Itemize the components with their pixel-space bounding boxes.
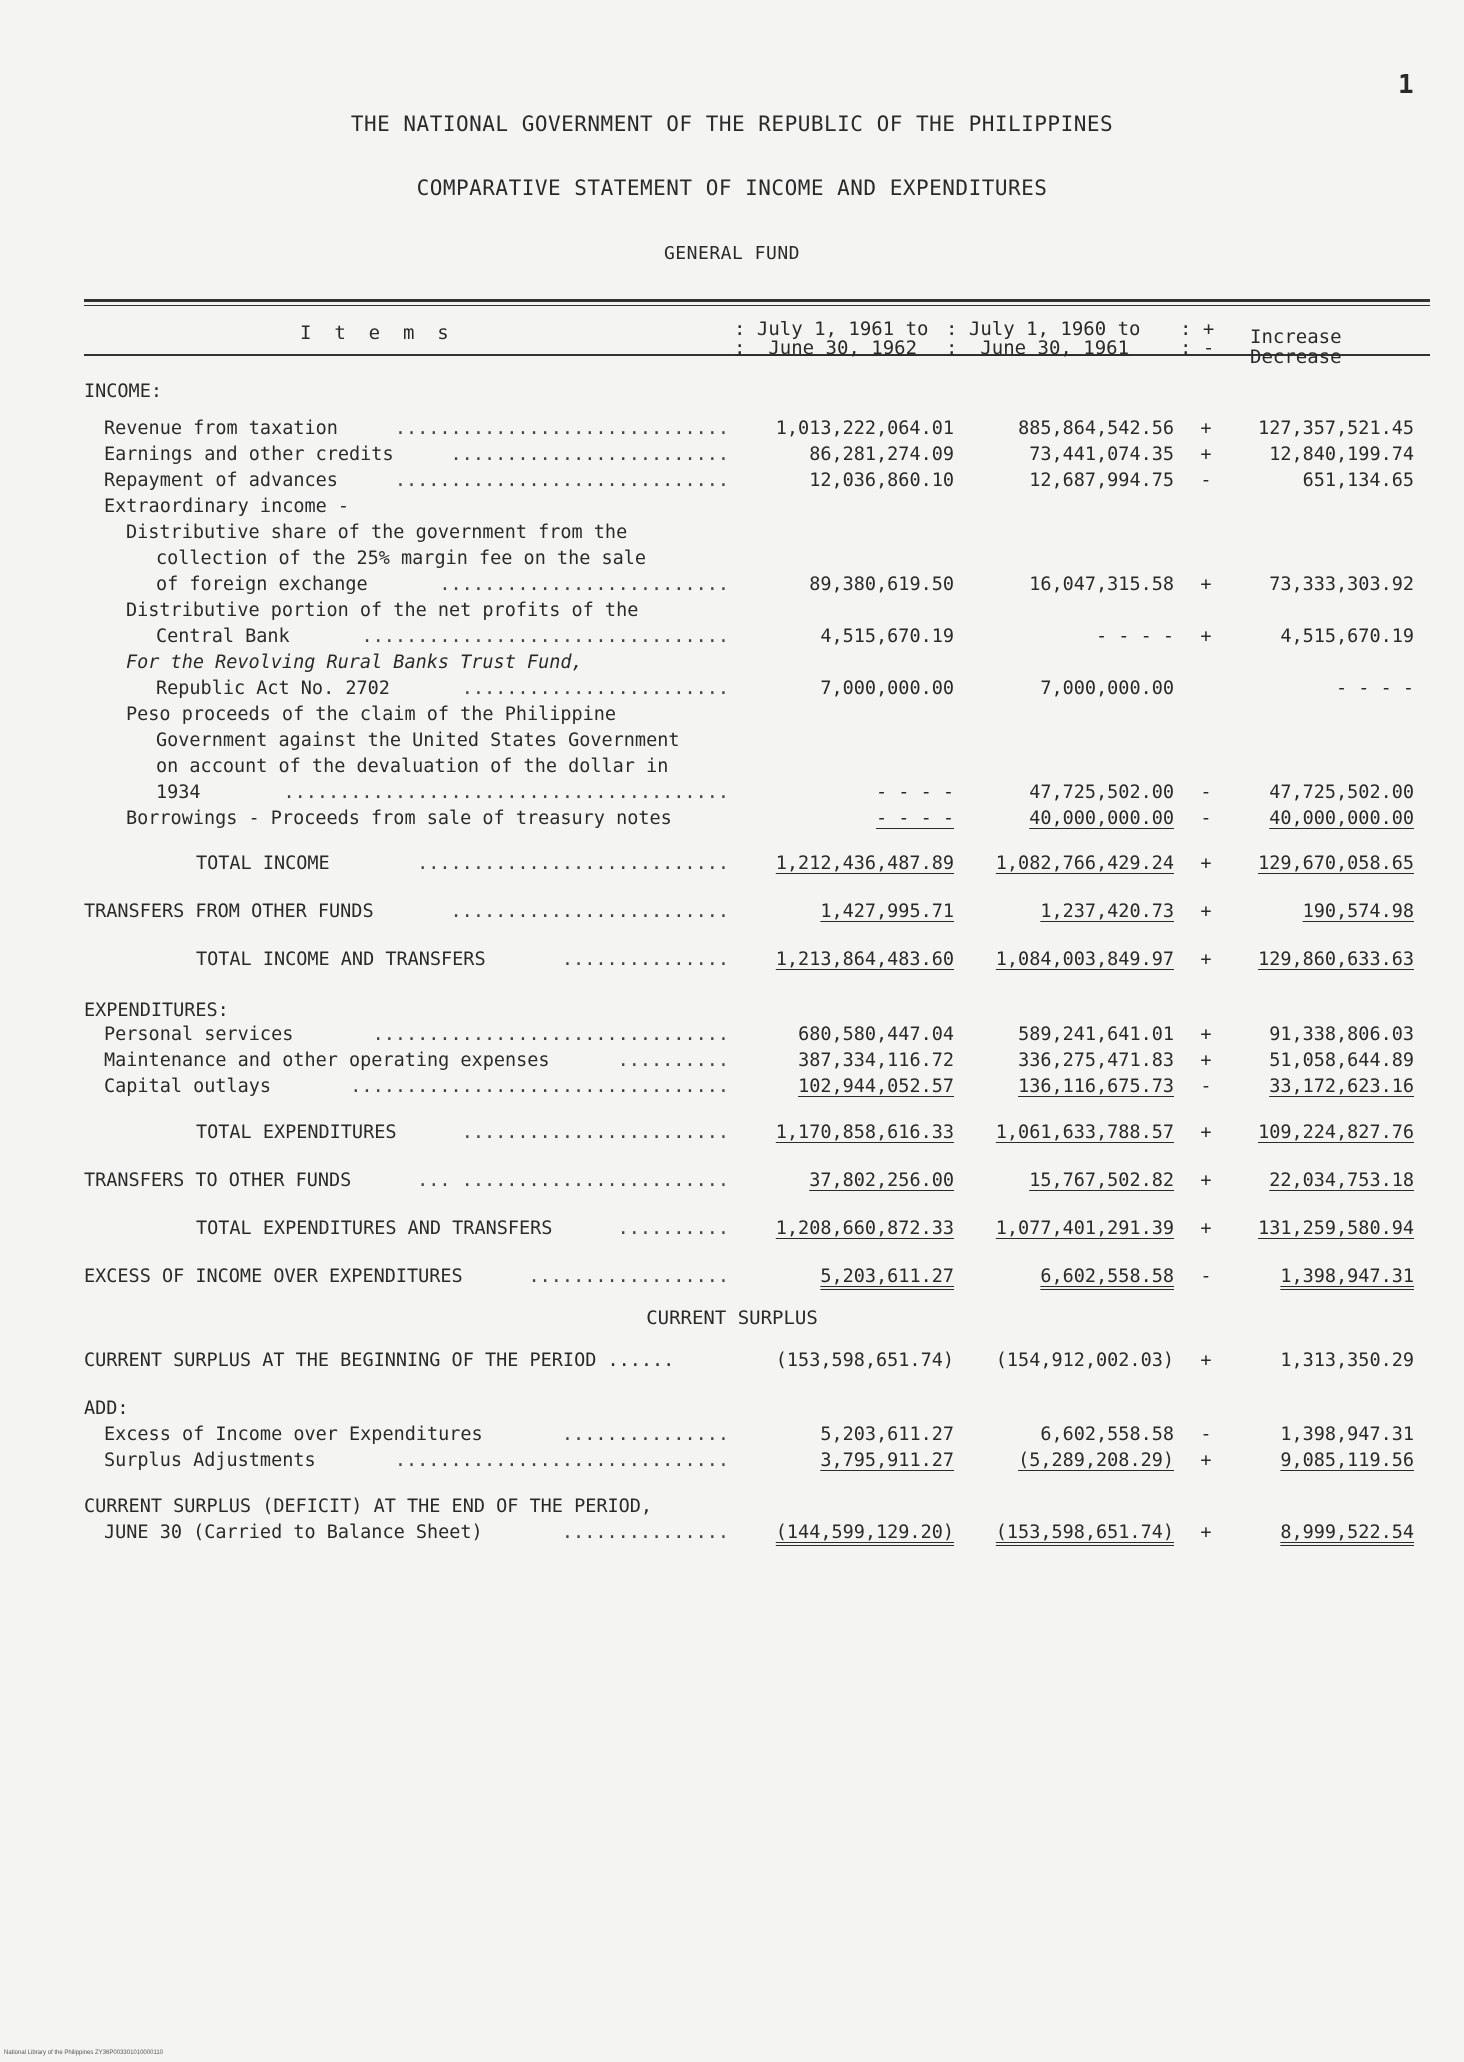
value-change: 1,398,947.31 <box>1280 1424 1414 1445</box>
row-add-excess <box>0 1424 1464 1450</box>
row-total-income <box>0 853 1464 879</box>
row-label: TOTAL EXPENDITURES <box>196 1122 397 1143</box>
sign: - <box>1200 1266 1212 1287</box>
sign: - <box>1200 1076 1212 1097</box>
value-change: 1,313,350.29 <box>1280 1350 1414 1371</box>
sign: - <box>1200 470 1212 491</box>
title-statement: COMPARATIVE STATEMENT OF INCOME AND EXPENDITURES <box>416 176 1048 200</box>
value-change: 109,224,827.76 <box>1258 1122 1414 1143</box>
row-label: CURRENT SURPLUS (DEFICIT) AT THE END OF THE PERIOD, <box>84 1496 653 1517</box>
sign: + <box>1200 1050 1212 1071</box>
value-1961: 336,275,471.83 <box>1018 1050 1174 1071</box>
value-change: 12,840,199.74 <box>1269 444 1414 465</box>
row-central-bank-1 <box>0 600 1464 626</box>
dot-leader: ............... <box>561 1522 729 1543</box>
dot-leader: ........................................ <box>283 782 729 803</box>
dot-leader: ........................ <box>461 678 729 699</box>
value-change: 33,172,623.16 <box>1269 1076 1414 1097</box>
sign: + <box>1200 853 1212 874</box>
sign: + <box>1200 1218 1212 1239</box>
value-1962: 1,427,995.71 <box>820 901 954 922</box>
sign: + <box>1200 418 1212 439</box>
sign: - <box>1200 1424 1212 1445</box>
footer-credit: National Library of the Philippines ZY36P003301010000110 <box>4 2050 164 2056</box>
value-1962: 1,208,660,872.33 <box>775 1218 954 1239</box>
value-1961: 47,725,502.00 <box>1029 782 1174 803</box>
dot-leader: .......... <box>617 1218 729 1239</box>
value-1962: (153,598,651.74) <box>775 1350 954 1371</box>
value-change: 47,725,502.00 <box>1269 782 1414 803</box>
row-label: Revenue from taxation <box>104 418 338 439</box>
value-change: 51,058,644.89 <box>1269 1050 1414 1071</box>
row-label: Government against the United States Government <box>156 730 680 751</box>
row-peso-4 <box>0 782 1464 808</box>
dot-leader: .............................. <box>394 470 729 491</box>
value-1961: 1,077,401,291.39 <box>995 1218 1174 1239</box>
value-change: 127,357,521.45 <box>1258 418 1414 439</box>
sign: + <box>1200 626 1212 647</box>
value-1962: 387,334,116.72 <box>798 1050 954 1071</box>
row-distributive-share-3 <box>0 574 1464 600</box>
value-1961: 7,000,000.00 <box>1040 678 1174 699</box>
row-label: CURRENT SURPLUS AT THE BEGINNING OF THE PERIOD ...... <box>84 1350 675 1371</box>
value-1961: 1,061,633,788.57 <box>995 1122 1174 1143</box>
row-peso-3 <box>0 756 1464 782</box>
row-label: Republic Act No. 2702 <box>156 678 390 699</box>
dot-leader: ......................... <box>450 444 729 465</box>
value-change: 131,259,580.94 <box>1258 1218 1414 1239</box>
row-excess <box>0 1266 1464 1292</box>
expenditures-heading: EXPENDITURES: <box>84 1000 229 1021</box>
sign: - <box>1200 808 1212 829</box>
value-1962: 5,203,611.27 <box>820 1424 954 1445</box>
row-distributive-share-1 <box>0 522 1464 548</box>
value-change: 1,398,947.31 <box>1280 1266 1414 1287</box>
value-change: - - - - <box>1336 678 1414 699</box>
row-revolving-2 <box>0 678 1464 704</box>
row-personal <box>0 1024 1464 1050</box>
value-change: 129,670,058.65 <box>1258 853 1414 874</box>
value-1962: 1,212,436,487.89 <box>775 853 954 874</box>
value-1961: 12,687,994.75 <box>1029 470 1174 491</box>
dot-leader: ................................ <box>372 1024 729 1045</box>
page-number: 1 <box>1398 70 1414 100</box>
row-label: TRANSFERS TO OTHER FUNDS <box>84 1170 352 1191</box>
value-1961: 40,000,000.00 <box>1029 808 1174 829</box>
row-label: Capital outlays <box>104 1076 272 1097</box>
value-change: 40,000,000.00 <box>1269 808 1414 829</box>
dot-leader: ......................... <box>450 901 729 922</box>
current-surplus-heading: CURRENT SURPLUS <box>646 1307 818 1329</box>
dot-leader: .................................. <box>350 1076 729 1097</box>
value-change: 8,999,522.54 <box>1280 1522 1414 1543</box>
value-1962: 37,802,256.00 <box>809 1170 954 1191</box>
value-1962: 89,380,619.50 <box>809 574 954 595</box>
row-label: Borrowings - Proceeds from sale of treasury notes <box>126 808 672 829</box>
dot-leader: .............................. <box>394 1450 729 1471</box>
value-1961: 1,082,766,429.24 <box>995 853 1174 874</box>
row-label: collection of the 25% margin fee on the sale <box>156 548 647 569</box>
header-sign-line2: : - <box>1180 337 1215 359</box>
sign: + <box>1200 949 1212 970</box>
dot-leader: .......................... <box>439 574 729 595</box>
header-col3-line1: Increase <box>1250 326 1342 348</box>
row-label: Personal services <box>104 1024 294 1045</box>
row-transfers-from <box>0 901 1464 927</box>
row-label: Earnings and other credits <box>104 444 394 465</box>
header-sign-line1: : + <box>1180 318 1215 340</box>
sign: + <box>1200 1024 1212 1045</box>
value-change: 73,333,303.92 <box>1269 574 1414 595</box>
value-1962: 86,281,274.09 <box>809 444 954 465</box>
value-1962: (144,599,129.20) <box>775 1522 954 1543</box>
value-1962: 1,213,864,483.60 <box>775 949 954 970</box>
row-label: 1934 <box>156 782 201 803</box>
value-1962: 5,203,611.27 <box>820 1266 954 1287</box>
row-revenue <box>0 418 1464 444</box>
value-1961: 136,116,675.73 <box>1018 1076 1174 1097</box>
value-1961: 73,441,074.35 <box>1029 444 1174 465</box>
value-1961: 1,084,003,849.97 <box>995 949 1174 970</box>
row-label: Surplus Adjustments <box>104 1450 316 1471</box>
row-label: Distributive share of the government from the <box>126 522 628 543</box>
row-label: TRANSFERS FROM OTHER FUNDS <box>84 901 374 922</box>
row-label: For the Revolving Rural Banks Trust Fund, <box>126 652 583 673</box>
row-add-adjust <box>0 1450 1464 1476</box>
row-label: of foreign exchange <box>156 574 368 595</box>
value-1962: 1,013,222,064.01 <box>775 418 954 439</box>
value-1962: 7,000,000.00 <box>820 678 954 699</box>
value-1961: (5,289,208.29) <box>1018 1450 1174 1471</box>
row-peso-2 <box>0 730 1464 756</box>
dot-leader: ................................. <box>361 626 729 647</box>
dot-leader: .................. <box>528 1266 729 1287</box>
add-heading: ADD: <box>84 1398 129 1419</box>
value-1962: - - - - <box>876 782 954 803</box>
sign: + <box>1200 1170 1212 1191</box>
header-rule-top <box>84 299 1430 302</box>
row-label: EXCESS OF INCOME OVER EXPENDITURES <box>84 1266 463 1287</box>
dot-leader: .......... <box>617 1050 729 1071</box>
dot-leader: ............................ <box>417 853 729 874</box>
value-1961: 589,241,641.01 <box>1018 1024 1174 1045</box>
row-label: TOTAL EXPENDITURES AND TRANSFERS <box>196 1218 553 1239</box>
dot-leader: ... ........................ <box>417 1170 729 1191</box>
dot-leader: ............... <box>561 1424 729 1445</box>
sign: + <box>1200 1522 1212 1543</box>
row-end-2 <box>0 1522 1464 1548</box>
value-1962: 4,515,670.19 <box>820 626 954 647</box>
row-label: Distributive portion of the net profits of the <box>126 600 639 621</box>
title-government: THE NATIONAL GOVERNMENT OF THE REPUBLIC OF THE PHILIPPINES <box>350 112 1114 136</box>
row-repayment <box>0 470 1464 496</box>
value-change: 91,338,806.03 <box>1269 1024 1414 1045</box>
dot-leader: ............... <box>561 949 729 970</box>
row-label: JUNE 30 (Carried to Balance Sheet) <box>104 1522 483 1543</box>
row-label: Excess of Income over Expenditures <box>104 1424 483 1445</box>
value-1961: (154,912,002.03) <box>995 1350 1174 1371</box>
value-1962: 1,170,858,616.33 <box>775 1122 954 1143</box>
header-col3-line2: Decrease <box>1250 346 1342 368</box>
dot-leader: .............................. <box>394 418 729 439</box>
row-label: TOTAL INCOME AND TRANSFERS <box>196 949 486 970</box>
value-1962: 12,036,860.10 <box>809 470 954 491</box>
value-1962: 680,580,447.04 <box>798 1024 954 1045</box>
title-fund: GENERAL FUND <box>663 243 801 264</box>
sign: + <box>1200 1450 1212 1471</box>
value-1961: 16,047,315.58 <box>1029 574 1174 595</box>
row-capital <box>0 1076 1464 1102</box>
header-col2-line1: : July 1, 1960 to <box>946 318 1141 340</box>
sign: + <box>1200 444 1212 465</box>
value-1961: 6,602,558.58 <box>1040 1424 1174 1445</box>
row-earnings <box>0 444 1464 470</box>
row-label: on account of the devaluation of the dollar in <box>156 756 669 777</box>
value-1961: 6,602,558.58 <box>1040 1266 1174 1287</box>
income-heading: INCOME: <box>84 381 162 402</box>
value-1962: 3,795,911.27 <box>820 1450 954 1471</box>
value-1961: 1,237,420.73 <box>1040 901 1174 922</box>
row-maintenance <box>0 1050 1464 1076</box>
value-change: 22,034,753.18 <box>1269 1170 1414 1191</box>
header-col1-line2: : June 30, 1962 <box>734 337 918 359</box>
value-change: 129,860,633.63 <box>1258 949 1414 970</box>
value-change: 4,515,670.19 <box>1280 626 1414 647</box>
row-distributive-share-2 <box>0 548 1464 574</box>
value-change: 9,085,119.56 <box>1280 1450 1414 1471</box>
value-change: 651,134.65 <box>1302 470 1414 491</box>
row-transfers-to <box>0 1170 1464 1196</box>
value-1962: 102,944,052.57 <box>798 1076 954 1097</box>
sign: + <box>1200 901 1212 922</box>
sign: - <box>1200 782 1212 803</box>
row-total-exp <box>0 1122 1464 1148</box>
value-change: 190,574.98 <box>1302 901 1414 922</box>
row-revolving-1 <box>0 652 1464 678</box>
row-extraordinary <box>0 496 1464 522</box>
value-1961: 885,864,542.56 <box>1018 418 1174 439</box>
value-1961: - - - - <box>1096 626 1174 647</box>
row-total-exp-transfers <box>0 1218 1464 1244</box>
header-rule-top-2 <box>84 305 1430 306</box>
row-label: TOTAL INCOME <box>196 853 330 874</box>
row-label: Peso proceeds of the claim of the Philippine <box>126 704 617 725</box>
row-label: Repayment of advances <box>104 470 338 491</box>
header-items: I t e m s <box>300 322 449 344</box>
value-1961: 15,767,502.82 <box>1029 1170 1174 1191</box>
dot-leader: ........................ <box>461 1122 729 1143</box>
row-label: Extraordinary income - <box>104 496 350 517</box>
row-label: Central Bank <box>156 626 290 647</box>
value-1962: - - - - <box>876 808 954 829</box>
sign: + <box>1200 1350 1212 1371</box>
row-borrowings <box>0 808 1464 834</box>
row-total-income-transfers <box>0 949 1464 975</box>
row-peso-1 <box>0 704 1464 730</box>
value-1961: (153,598,651.74) <box>995 1522 1174 1543</box>
row-end-1 <box>0 1496 1464 1522</box>
sign: + <box>1200 574 1212 595</box>
row-label: Maintenance and other operating expenses <box>104 1050 550 1071</box>
header-col2-line2: : June 30, 1961 <box>946 337 1130 359</box>
header-col1-line1: : July 1, 1961 to <box>734 318 929 340</box>
sign: + <box>1200 1122 1212 1143</box>
row-surplus-begin <box>0 1350 1464 1376</box>
row-central-bank-2 <box>0 626 1464 652</box>
